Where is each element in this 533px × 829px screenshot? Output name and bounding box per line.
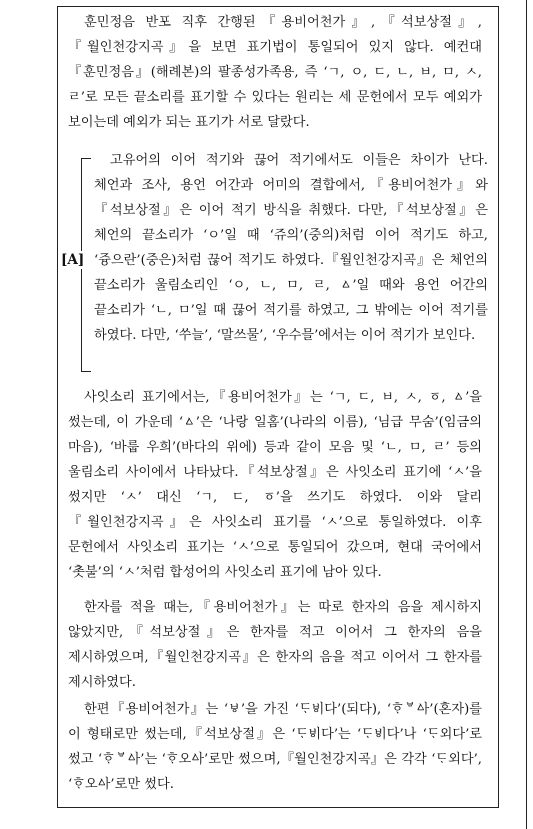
paragraph-sai-sori: 사잇소리 표기에서는,『용비어천가』는 ‘ㄱ, ㄷ, ㅂ, ㅅ, ㆆ, ㅿ’을 썼는데, 이 가운데 ‘ㅿ’은 ‘나랑 일홈’(나라의 이름), ‘님급 무숨’(임금의 마음), ‘바룹 우희’(바다의 위에) 등과 같이 모음 및 ‘ㄴ, ㅁ, ㄹ’ 등의 울림소리 사이에서 나타났다.『석보상절』은 사잇소리 표기에 ‘ㅅ’을 썼지만 ‘ㅅ’ 대신 ‘ㄱ, ㄷ, ㆆ’을 쓰기도 하였다. 이와 달리『월인천강지곡』은 사잇소리 표기를 ‘ㅅ’으로 통일하였다. 이후 문헌에서 사잇소리 표기는 ‘ㅅ’으로 통일되어 갔으며, 현대 국어에서 ‘촛불’의 ‘ㅅ’처럼 합성어의 사잇소리 표기에 남아 있다.: [68, 390, 482, 580]
page-right-rule: [526, 0, 527, 829]
bracket-top-tick: [81, 158, 91, 159]
bracket-bottom-tick: [81, 371, 91, 372]
paragraph-section-a: 고유어의 이어 적기와 끊어 적기에서도 이들은 차이가 난다. 체언과 조사, 용언 어간과 어미의 결합에서,『용비어천가』와『석보상절』은 이어 적기 방식을 취했다. 다만,『석보상절』은 체언의 끝소리가 ‘ㅇ’일 때 ‘쥬의’(중의)처럼 이어 적기도 하고, ‘즁으란’(중은)처럼 끊어 적기도 하였다.『월인천강지곡』은 체언의 끝소리가 울림소리인 ‘ㅇ, ㄴ, ㅁ, ㄹ, ㅿ’일 때와 용언 어간의 끝소리가 ‘ㄴ, ㅁ’일 때 끊어 적기를 하였고, 그 밖에는 이어 적기를 하였다. 다만, ‘쑤늘’, ‘말쓰물’, ‘우수믈’에서는 이어 적기가 보인다.: [94, 153, 488, 343]
section-label-a: [A]: [61, 252, 85, 268]
paragraph-hanja: 한자를 적을 때는,『용비어천가』는 따로 한자의 음을 제시하지 않았지만,『석보상절』은 한자를 적고 이어서 그 한자의 음을 제시하였으며,『월인천강지곡』은 한자의 음을 적고 이어서 그 한자를 제시하였다.: [68, 600, 482, 690]
paragraph-closing: 한편『용비어천가』는 ‘ㅸ’을 가진 ‘ᄃᆞᄫᅵ다’(되다), ‘ᄒᆞᄫᅀᅡ’(혼자)를 이 형태로만 썼는데,『석보상절』은 ‘ᄃᆞᄫᅵ다’는 ‘ᄃᆞᄫᅵ다’나 ‘ᄃᆞ외다’로 썼고 ‘ᄒᆞᄫᅀᅡ’는 ‘ᄒᆞ오ᅀᅡ’로만 썼으며,『월인천강지곡』은 각각 ‘ᄃᆞ외다’, ‘ᄒᆞ오ᅀᅡ’로만 썼다.: [68, 702, 482, 792]
paragraph-intro: 훈민정음 반포 직후 간행된『용비어천가』,『석보상절』,『월인천강지곡』을 보면 표기법이 통일되어 있지 않다. 예컨대『훈민정음』(해례본)의 팔종성가족용, 즉 ‘ㄱ, ㅇ, ㄷ, ㄴ, ㅂ, ㅁ, ㅅ, ㄹ’로 모든 끝소리를 표기할 수 있다는 원리는 세 문헌에서 모두 예외가 보이는데 예외가 되는 표기가 서로 달랐다.: [68, 15, 482, 130]
